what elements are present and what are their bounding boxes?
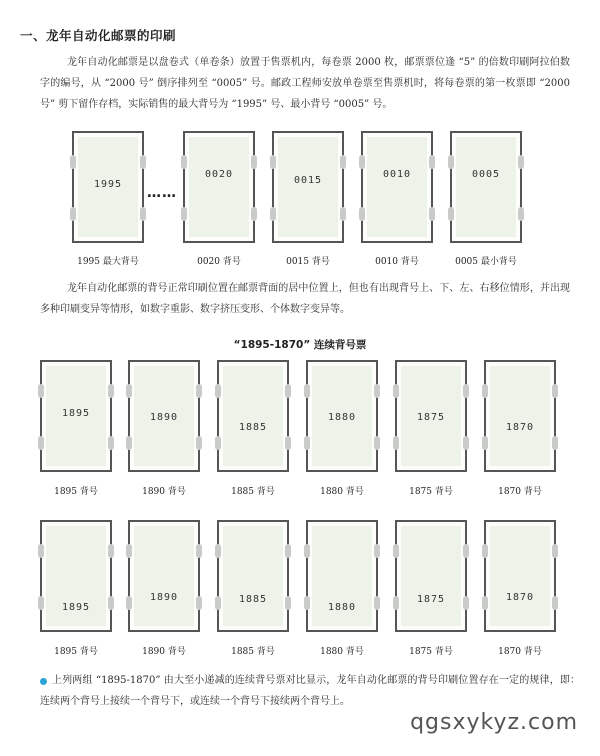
stamp-caption: 1875 背号 [409, 647, 453, 657]
ellipsis: …… [147, 185, 177, 201]
stamp-1895-a [40, 360, 112, 472]
stamp-1880-b [306, 520, 378, 632]
stamp-number: 0020 [204, 169, 234, 180]
section-title: 一、龙年自动化邮票的印刷 [20, 28, 177, 43]
stamp-number: 1895 [61, 602, 91, 613]
stamp-number: 0010 [382, 169, 412, 180]
intro-paragraph: 龙年自动化邮票是以盘卷式（单卷条）放置于售票机内，每卷票 2000 枚，邮票票位逢 “5” 的倍数印刷阿拉伯数字的编号，从 “2000 号” 倒序排列至 “0005” 号。邮政工程师安放单卷票至售票机时，将每卷票的第一枚票即 “2000 号” 剪下留作存档，实际销售的最大背号为 “1995” 号、最小背号 “0005” 号。 [40, 57, 570, 110]
watermark: qgsxykyz.com [410, 710, 578, 735]
stamp-number: 1870 [505, 592, 535, 603]
stamp-caption: 1875 背号 [409, 487, 453, 497]
stamp-caption: 1870 背号 [498, 647, 542, 657]
stamp-caption: 1890 背号 [142, 647, 186, 657]
stamp-caption: 0005 最小背号 [455, 257, 517, 267]
stamp-number: 1875 [416, 412, 446, 423]
stamp-0010 [361, 131, 433, 243]
stamp-number: 1895 [61, 408, 91, 419]
stamp-0015 [272, 131, 344, 243]
stamp-number: 1880 [327, 412, 357, 423]
stamp-number: 1885 [238, 422, 268, 433]
stamp-number: 1870 [505, 422, 535, 433]
stamp-caption: 1895 背号 [54, 487, 98, 497]
stamp-number: 1890 [149, 412, 179, 423]
stamp-number: 1890 [149, 592, 179, 603]
stamp-number: 1995 [93, 179, 123, 190]
stamp-caption: 0020 背号 [197, 257, 241, 267]
stamp-1870-b [484, 520, 556, 632]
stamp-caption: 1885 背号 [231, 647, 275, 657]
stamp-caption: 1895 背号 [54, 647, 98, 657]
stamp-1885-a [217, 360, 289, 472]
description-paragraph: 龙年自动化邮票的背号正常印刷位置在邮票背面的居中位置上，但也有出现背号上、下、左、右移位情形，并出现多种印刷变异等情形，如数字重影、数字挤压变形、个体数字变异等。 [40, 283, 570, 315]
stamp-caption: 1880 背号 [320, 487, 364, 497]
group-subtitle: “1895-1870” 连续背号票 [233, 339, 367, 351]
stamp-number: 0015 [293, 175, 323, 186]
stamp-1880-a [306, 360, 378, 472]
stamp-1875-b [395, 520, 467, 632]
conclusion-paragraph: 上列两组 “1895-1870” 由大至小递减的连续背号票对比显示，龙年自动化邮票的背号印刷位置存在一定的规律，即：连续两个背号上接续一个背号下，或连续一个背号下接续两个背号上。 [40, 675, 580, 707]
stamp-number: 0005 [471, 169, 501, 180]
stamp-1995 [72, 131, 144, 243]
stamp-number: 1885 [238, 594, 268, 605]
stamp-1870-a [484, 360, 556, 472]
stamp-caption: 1885 背号 [231, 487, 275, 497]
stamp-0020 [183, 131, 255, 243]
stamp-0005 [450, 131, 522, 243]
stamp-caption: 1880 背号 [320, 647, 364, 657]
stamp-number: 1880 [327, 602, 357, 613]
stamp-1895-b [40, 520, 112, 632]
stamp-caption: 1890 背号 [142, 487, 186, 497]
stamp-1885-b [217, 520, 289, 632]
stamp-caption: 1870 背号 [498, 487, 542, 497]
stamp-caption: 0010 背号 [375, 257, 419, 267]
stamp-1890-a [128, 360, 200, 472]
stamp-caption: 1995 最大背号 [77, 257, 139, 267]
stamp-caption: 0015 背号 [286, 257, 330, 267]
stamp-number: 1875 [416, 594, 446, 605]
stamp-1875-a [395, 360, 467, 472]
stamp-1890-b [128, 520, 200, 632]
